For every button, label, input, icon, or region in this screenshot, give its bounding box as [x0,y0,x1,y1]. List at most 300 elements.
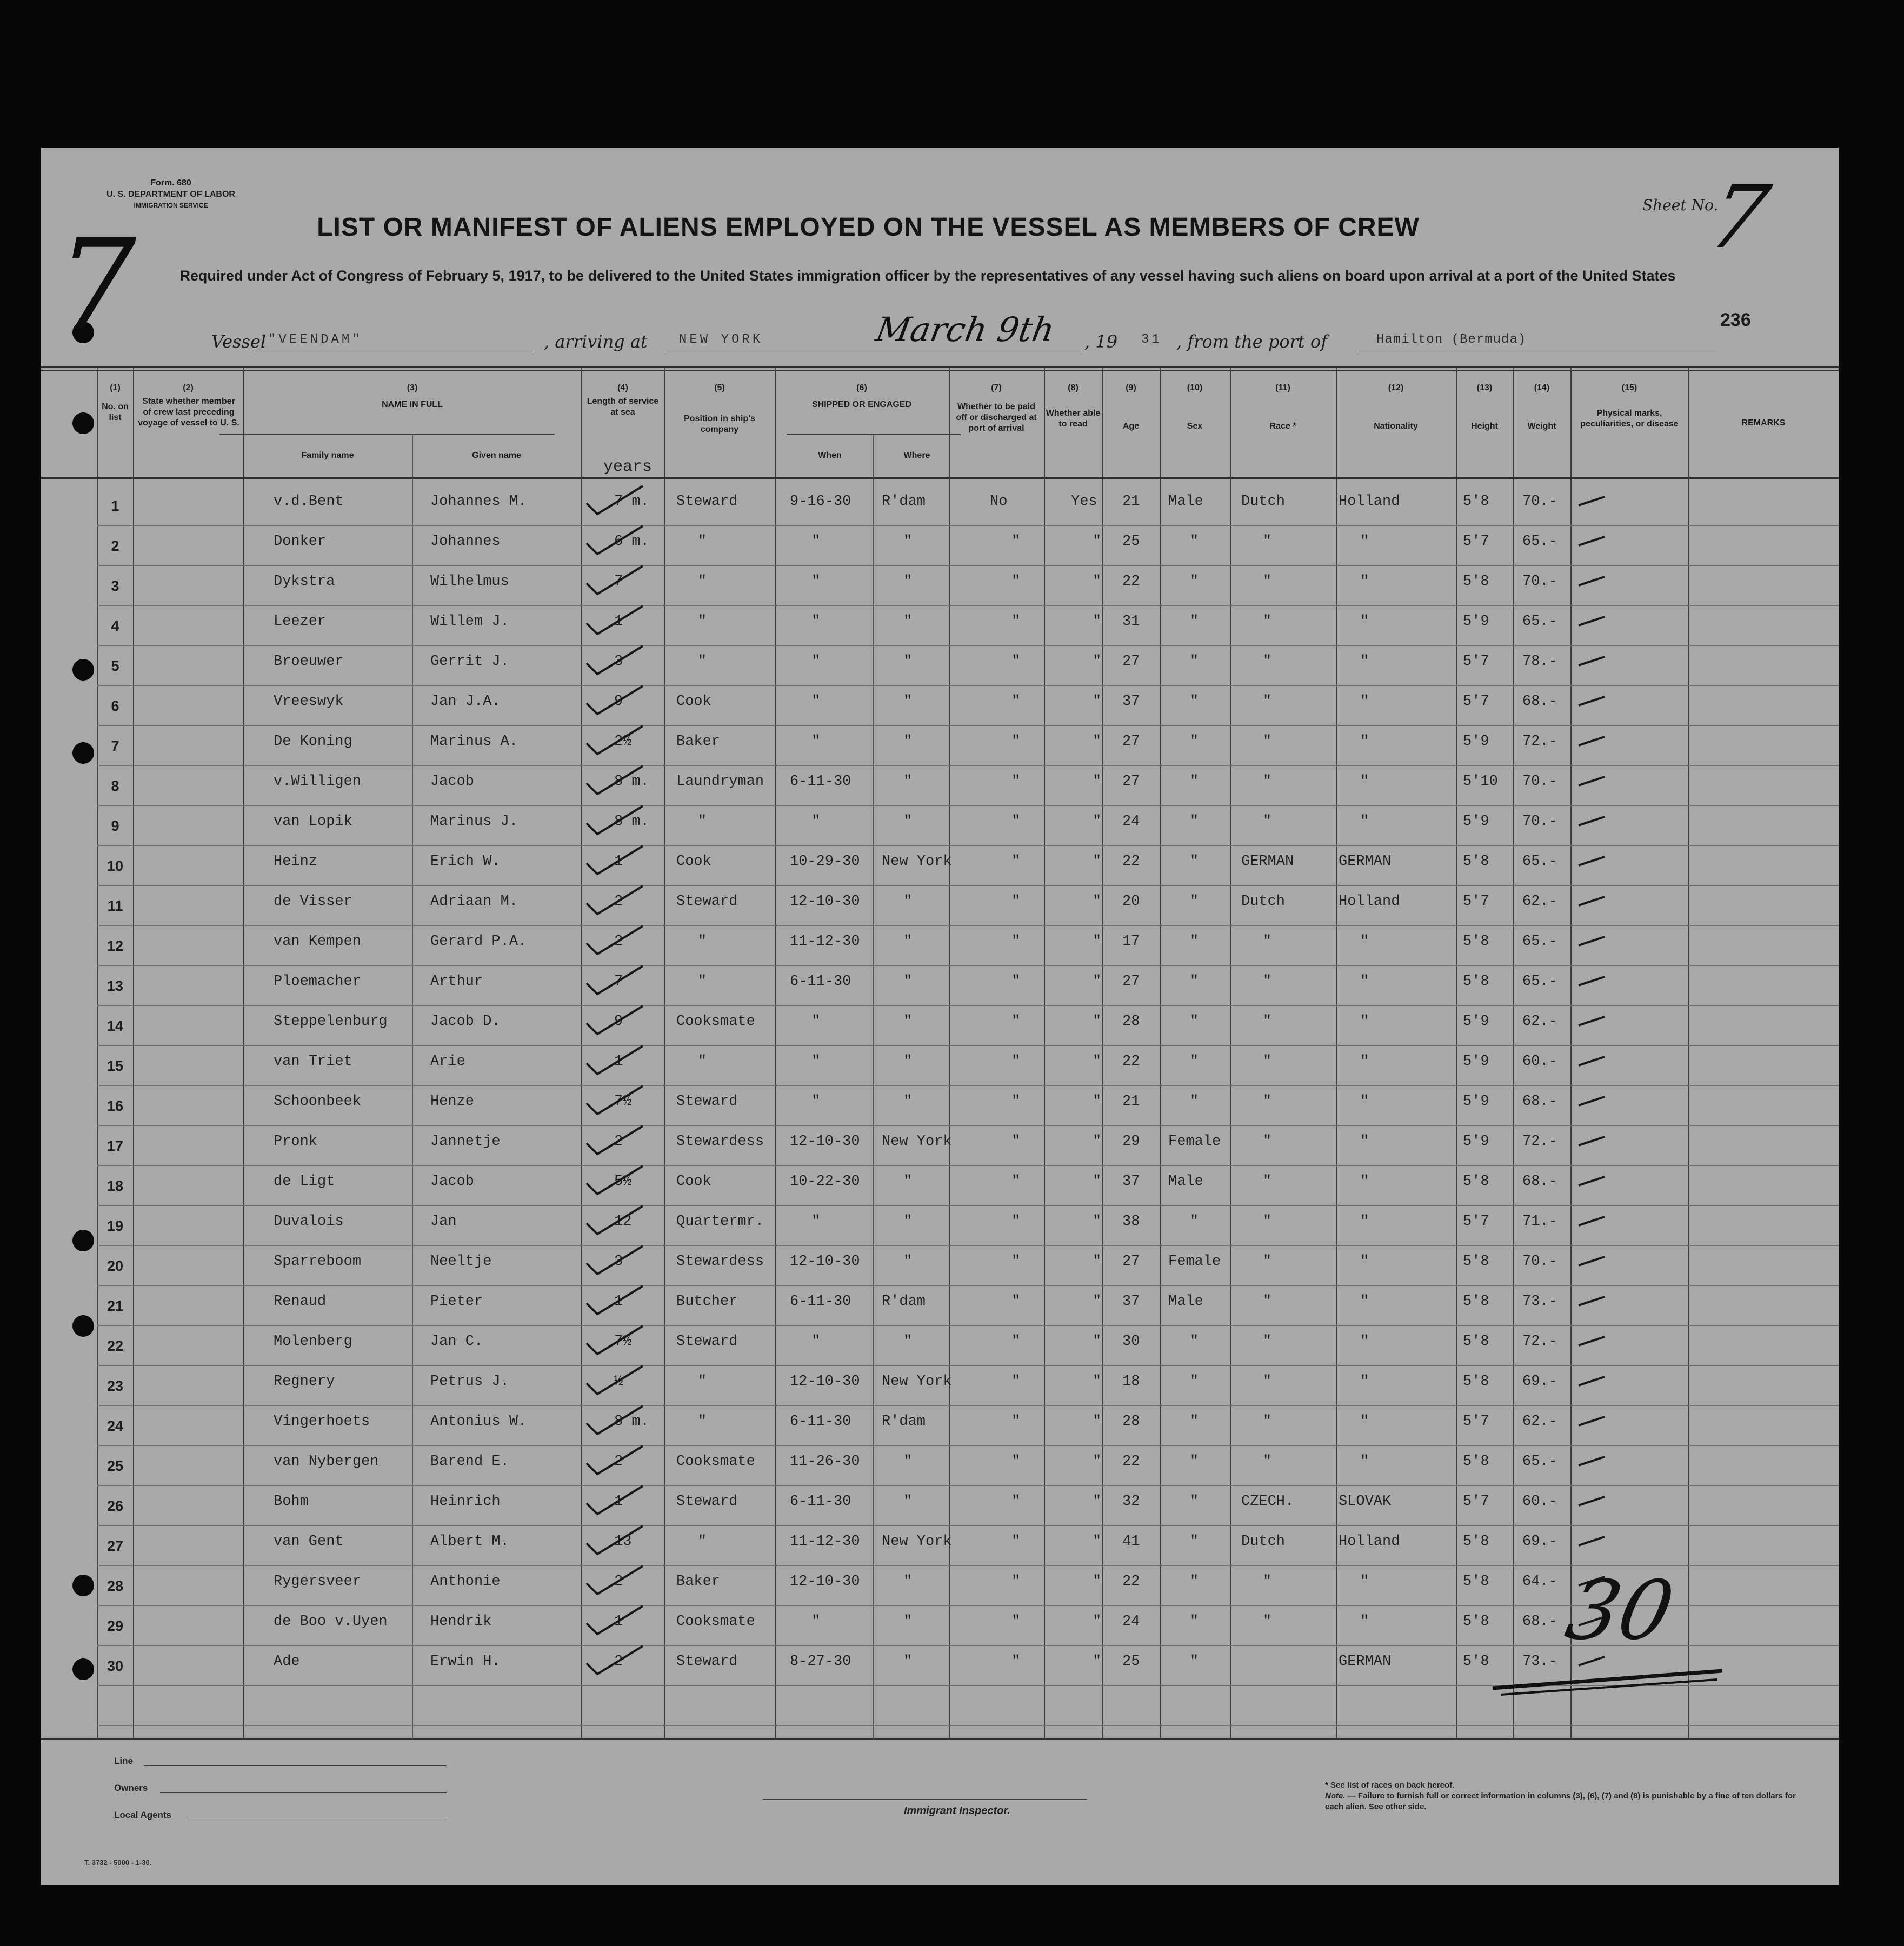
check-mark-icon [584,1084,645,1116]
nationality-cell: " [1360,1054,1369,1070]
family-name-cell: de Ligt [274,1174,335,1190]
race-cell: " [1263,974,1272,990]
paid-off-cell: " [1011,1174,1021,1190]
column-rule [581,368,582,1739]
given-name-cell: Arthur [430,974,483,990]
shipped-where-cell: " [903,1014,913,1030]
footer-line-label: Line [114,1756,133,1766]
nationality-cell: " [1360,734,1369,750]
row-number: 4 [111,618,119,634]
age-cell: 27 [1122,734,1140,750]
given-name-cell: Johannes M. [430,494,527,510]
given-name-cell: Jan [430,1214,457,1230]
family-name-cell: Bohm [274,1494,309,1510]
sex-cell: " [1190,1054,1199,1070]
given-name-cell: Jacob D. [430,1014,501,1030]
sex-cell: " [1190,734,1199,750]
service-length-cell: 12 [614,1214,632,1230]
row-number: 2 [111,538,119,554]
dash-mark-icon [1577,1015,1606,1028]
table-top-rule [41,366,1839,368]
header-previous-voyage: State whether member of crew last preceding voyage of vessel to U. S. [138,397,239,428]
row-number: 12 [106,938,124,954]
nationality-cell: " [1360,934,1369,950]
weight-cell: 68.- [1522,694,1557,710]
height-cell: 5'9 [1463,614,1489,630]
footer-notes [1325,1780,1812,1812]
race-cell: " [1263,1174,1272,1190]
column-number: (2) [183,383,194,392]
shipped-where-cell: " [903,1214,913,1230]
check-mark-icon [584,484,645,516]
sex-cell: " [1190,1574,1199,1590]
shipped-when-cell: 10-29-30 [790,854,860,870]
races-note: * See list of races on back hereof. [1325,1781,1455,1790]
height-cell: 5'8 [1463,1534,1489,1550]
nationality-cell: Holland [1339,1534,1400,1550]
shipped-when-cell: 12-10-30 [790,894,860,910]
position-cell: Steward [676,1654,738,1670]
column-rule [243,368,244,1739]
shipped-when-cell: 6-11-30 [790,774,851,790]
document-subtitle: Required under Act of Congress of February 5, 1917, to be delivered to the United States immigration officer by the representatives of any vessel having such aliens on board upon arrival at a port of the United States [179,268,1676,284]
height-cell: 5'9 [1463,1134,1489,1150]
given-name-cell: Willem J. [430,614,509,630]
age-cell: 30 [1122,1334,1140,1350]
family-name-cell: Heinz [274,854,318,870]
punch-hole [72,1230,94,1251]
row-number: 10 [106,858,124,874]
row-rule [97,805,1839,806]
position-cell: " [698,614,707,630]
shipped-when-cell: 6-11-30 [790,1294,851,1310]
weight-cell: 71.- [1522,1214,1557,1230]
service-length-cell: 7 [614,574,623,590]
nationality-cell: " [1360,1374,1369,1390]
shipped-where-cell: R'dam [882,1294,926,1310]
shipped-when-cell: " [811,694,821,710]
row-number: 28 [106,1578,124,1594]
shipped-where-cell: " [903,694,913,710]
height-cell: 5'10 [1463,774,1498,790]
race-cell: " [1263,574,1272,590]
shipped-when-cell: 8-27-30 [790,1654,851,1670]
shipped-where-cell: " [903,734,913,750]
subcolumn-rule [873,435,874,1739]
height-cell: 5'7 [1463,1414,1489,1430]
family-name-cell: Steppelenburg [274,1014,388,1030]
nationality-cell: " [1360,1294,1369,1310]
weight-cell: 70.- [1522,774,1557,790]
sex-cell: " [1190,1454,1199,1470]
weight-cell: 68.- [1522,1094,1557,1110]
column-number: (12) [1388,383,1404,392]
service-length-cell: 7½ [614,1334,632,1350]
family-name-cell: van Triet [274,1054,352,1070]
check-mark-icon [584,1124,645,1156]
row-number: 11 [107,898,123,914]
check-mark-icon [584,1604,645,1636]
footer-line-rule [144,1765,447,1766]
race-cell: " [1263,774,1272,790]
shipped-when-cell: " [811,1614,821,1630]
height-cell: 5'8 [1463,1654,1489,1670]
height-cell: 5'8 [1463,1174,1489,1190]
row-number: 14 [106,1018,124,1034]
given-name-cell: Antonius W. [430,1414,527,1430]
row-rule [97,1005,1839,1006]
weight-cell: 69.- [1522,1374,1557,1390]
race-cell: Dutch [1241,494,1286,510]
dash-mark-icon [1577,575,1606,588]
check-mark-icon [584,724,645,756]
check-mark-icon [584,684,645,716]
given-name-cell: Jan C. [430,1334,483,1350]
dash-mark-icon [1577,615,1606,628]
position-cell: Steward [676,1094,738,1110]
age-cell: 27 [1122,1254,1140,1270]
shipped-when-cell: 12-10-30 [790,1574,860,1590]
paid-off-cell: " [1011,1374,1021,1390]
inspector-label: Immigrant Inspector. [904,1805,1010,1817]
sheet-number: 7 [1701,166,1777,268]
position-cell: " [698,974,707,990]
column-number: (7) [991,383,1002,392]
nationality-cell: " [1360,1454,1369,1470]
paid-off-cell: " [1011,1414,1021,1430]
dash-mark-icon [1577,1215,1606,1228]
sex-cell: " [1190,1534,1199,1550]
penalty-note-label: Note. [1325,1791,1346,1801]
nationality-cell: " [1360,694,1369,710]
given-name-cell: Jannetje [430,1134,501,1150]
dash-mark-icon [1577,1175,1606,1188]
race-cell: " [1263,1254,1272,1270]
service-length-cell: 9 [614,1014,623,1030]
family-name-cell: Molenberg [274,1334,352,1350]
dash-mark-icon [1577,1055,1606,1068]
weight-cell: 72.- [1522,1334,1557,1350]
paid-off-cell: " [1011,1334,1021,1350]
shipped-where-cell: " [903,1654,913,1670]
dash-mark-icon [1577,935,1606,948]
shipped-where-cell: " [903,1454,913,1470]
shipped-where-cell: " [903,614,913,630]
column-rule [1044,368,1045,1739]
nationality-cell: " [1360,814,1369,830]
shipped-when-cell: " [811,1334,821,1350]
shipped-when-cell: 10-22-30 [790,1174,860,1190]
nationality-cell: Holland [1339,494,1400,510]
row-rule [97,1245,1839,1246]
race-cell: " [1263,1214,1272,1230]
dash-mark-icon [1577,1415,1606,1428]
age-cell: 21 [1122,1094,1140,1110]
service-length-cell: 1 [614,1294,623,1310]
row-number: 7 [111,738,119,754]
weight-cell: 62.- [1522,894,1557,910]
header-remarks: REMARKS [1741,418,1786,428]
position-cell: Cook [676,854,711,870]
paid-off-cell: " [1011,534,1021,550]
year-prefix: , 19 [1084,331,1118,352]
age-cell: 22 [1122,574,1140,590]
nationality-cell: " [1360,1134,1369,1150]
shipped-where-cell: " [903,814,913,830]
check-mark-icon [584,844,645,876]
nationality-cell: " [1360,1574,1369,1590]
height-cell: 5'9 [1463,1094,1489,1110]
paid-off-cell: " [1011,574,1021,590]
position-cell: Steward [676,494,738,510]
service-length-cell: 2 [614,1454,623,1470]
page-number: 236 [1720,310,1751,330]
height-cell: 5'8 [1463,1374,1489,1390]
dash-mark-icon [1577,535,1606,548]
header-name-in-full: NAME IN FULL [382,400,443,409]
row-rule [97,645,1839,646]
weight-cell: 68.- [1522,1614,1557,1630]
able-to-read-cell: " [1093,1174,1102,1190]
able-to-read-cell: Yes [1071,494,1097,510]
dash-mark-icon [1577,895,1606,908]
column-number: (13) [1476,383,1493,392]
column-rule [1230,368,1231,1739]
age-cell: 25 [1122,1654,1140,1670]
shipped-when-cell: 6-11-30 [790,974,851,990]
row-number: 23 [106,1378,124,1394]
age-cell: 28 [1122,1414,1140,1430]
shipped-where-cell: " [903,1254,913,1270]
family-name-cell: Duvalois [274,1214,344,1230]
shipped-when-cell: 12-10-30 [790,1374,860,1390]
family-name-cell: Leezer [274,614,327,630]
sex-cell: " [1190,1494,1199,1510]
check-mark-icon [584,1044,645,1076]
form-identifier [79,177,263,211]
family-name-cell: van Nybergen [274,1454,379,1470]
weight-cell: 62.- [1522,1414,1557,1430]
check-mark-icon [584,604,645,636]
check-mark-icon [584,884,645,916]
height-cell: 5'8 [1463,854,1489,870]
arriving-label: , arriving at [544,331,648,352]
able-to-read-cell: " [1093,974,1102,990]
position-cell: Stewardess [676,1254,764,1270]
sex-cell: " [1190,1414,1199,1430]
weight-cell: 65.- [1522,934,1557,950]
age-cell: 29 [1122,1134,1140,1150]
paid-off-cell: " [1011,1494,1021,1510]
weight-cell: 70.- [1522,814,1557,830]
able-to-read-cell: " [1093,1574,1102,1590]
race-cell: " [1263,694,1272,710]
header-height: Height [1471,422,1498,431]
arrival-date: March 9th [873,310,1058,349]
department-name: U. S. DEPARTMENT OF LABOR [106,190,235,199]
paid-off-cell: " [1011,974,1021,990]
row-rule [97,1085,1839,1086]
service-name: IMMIGRATION SERVICE [134,202,208,209]
header-shipped-or-engaged: SHIPPED OR ENGAGED [811,400,912,409]
height-cell: 5'8 [1463,574,1489,590]
age-cell: 37 [1122,694,1140,710]
table-bottom-rule [41,1738,1839,1740]
column-number: (1) [110,383,121,392]
height-cell: 5'8 [1463,1294,1489,1310]
able-to-read-cell: " [1093,1054,1102,1070]
shipped-when-cell: " [811,574,821,590]
able-to-read-cell: " [1093,1294,1102,1310]
check-mark-icon [584,564,645,596]
family-name-cell: Broeuwer [274,654,344,670]
punch-hole [72,412,94,434]
age-cell: 32 [1122,1494,1140,1510]
age-cell: 17 [1122,934,1140,950]
shipped-where-cell: New York [882,1534,952,1550]
footer-owners-rule [160,1792,447,1793]
sex-cell: " [1190,694,1199,710]
handwritten-total: 30 [1558,1564,1682,1658]
height-cell: 5'8 [1463,1454,1489,1470]
shipped-where-cell: New York [882,1374,952,1390]
position-cell: Cook [676,1174,711,1190]
race-cell: " [1263,1094,1272,1110]
weight-cell: 70.- [1522,494,1557,510]
weight-cell: 60.- [1522,1054,1557,1070]
shipped-where-cell: " [903,574,913,590]
family-name-cell: Ploemacher [274,974,362,990]
race-cell: Dutch [1241,894,1286,910]
row-number: 19 [106,1218,124,1234]
age-cell: 37 [1122,1294,1140,1310]
shipped-when-cell: " [811,534,821,550]
check-mark-icon [584,1404,645,1436]
column-number: (8) [1068,383,1079,392]
height-cell: 5'7 [1463,534,1489,550]
weight-cell: 68.- [1522,1174,1557,1190]
able-to-read-cell: " [1093,774,1102,790]
family-name-cell: de Boo v.Uyen [274,1614,388,1630]
row-rule [97,1525,1839,1526]
row-number: 29 [106,1618,124,1634]
height-cell: 5'7 [1463,1214,1489,1230]
check-mark-icon [584,1284,645,1316]
print-code: T. 3732 - 5000 - 1-30. [84,1858,152,1867]
position-cell: " [698,934,707,950]
service-length-cell: 8 m. [614,814,649,830]
race-cell: " [1263,934,1272,950]
family-name-cell: van Kempen [274,934,362,950]
row-rule [97,885,1839,886]
paid-off-cell: " [1011,1214,1021,1230]
row-number: 6 [111,698,119,714]
height-cell: 5'7 [1463,654,1489,670]
able-to-read-cell: " [1093,1374,1102,1390]
column-rule [1102,368,1103,1739]
able-to-read-cell: " [1093,1214,1102,1230]
service-length-cell: 3 [614,1254,623,1270]
sex-cell: " [1190,974,1199,990]
shipped-when-cell: " [811,1054,821,1070]
position-cell: Cook [676,694,711,710]
paid-off-cell: " [1011,894,1021,910]
given-name-cell: Hendrik [430,1614,492,1630]
age-cell: 27 [1122,774,1140,790]
header-length-of-service: Length of service at sea [587,397,659,417]
header-paid-off: Whether to be paid off or discharged at port of arrival [956,402,1037,433]
service-length-cell: 2 [614,1654,623,1670]
shipped-where-cell: " [903,1334,913,1350]
check-mark-icon [584,1444,645,1476]
check-mark-icon [584,1524,645,1556]
column-rule [133,368,134,1739]
weight-cell: 65.- [1522,1454,1557,1470]
shipped-when-cell: 6-11-30 [790,1414,851,1430]
given-name-cell: Barend E. [430,1454,509,1470]
able-to-read-cell: " [1093,1094,1102,1110]
check-mark-icon [584,924,645,956]
paid-off-cell: " [1011,1094,1021,1110]
paid-off-cell: " [1011,1614,1021,1630]
height-cell: 5'8 [1463,1614,1489,1630]
height-cell: 5'8 [1463,1334,1489,1350]
check-mark-icon [584,764,645,796]
dash-mark-icon [1577,1295,1606,1308]
position-cell: Stewardess [676,1134,764,1150]
header-position: Position in ship's company [684,414,755,434]
row-rule [97,765,1839,766]
able-to-read-cell: " [1093,854,1102,870]
family-name-cell: Regnery [274,1374,335,1390]
given-name-cell: Gerrit J. [430,654,509,670]
shipped-where-cell: " [903,1174,913,1190]
column-rule [1688,368,1689,1739]
inspector-signature-rule [763,1799,1087,1800]
service-length-cell: 6 m. [614,534,649,550]
paid-off-cell: " [1011,654,1021,670]
paid-off-cell: " [1011,1534,1021,1550]
position-cell: " [698,654,707,670]
position-cell: Cooksmate [676,1614,755,1630]
row-rule [97,725,1839,726]
service-length-cell: 1 [614,614,623,630]
given-name-cell: Neeltje [430,1254,492,1270]
column-number: (3) [407,383,418,392]
paid-off-cell: " [1011,1054,1021,1070]
shipped-where-cell: " [903,974,913,990]
check-mark-icon [584,644,645,676]
sex-cell: " [1190,894,1199,910]
age-cell: 27 [1122,654,1140,670]
column-number: (11) [1275,383,1290,392]
able-to-read-cell: " [1093,734,1102,750]
row-rule [97,605,1839,606]
age-cell: 27 [1122,974,1140,990]
document-title: LIST OR MANIFEST OF ALIENS EMPLOYED ON THE VESSEL AS MEMBERS OF CREW [317,213,1420,242]
row-rule [97,1365,1839,1366]
sex-cell: Female [1168,1254,1221,1270]
header-when: When [818,451,842,460]
dash-mark-icon [1577,1335,1606,1348]
family-name-cell: Ade [274,1654,300,1670]
sex-cell: " [1190,654,1199,670]
shipped-when-cell: 11-12-30 [790,934,860,950]
position-cell: " [698,1374,707,1390]
position-cell: Baker [676,1574,721,1590]
punch-hole [72,1315,94,1337]
race-cell: " [1263,734,1272,750]
